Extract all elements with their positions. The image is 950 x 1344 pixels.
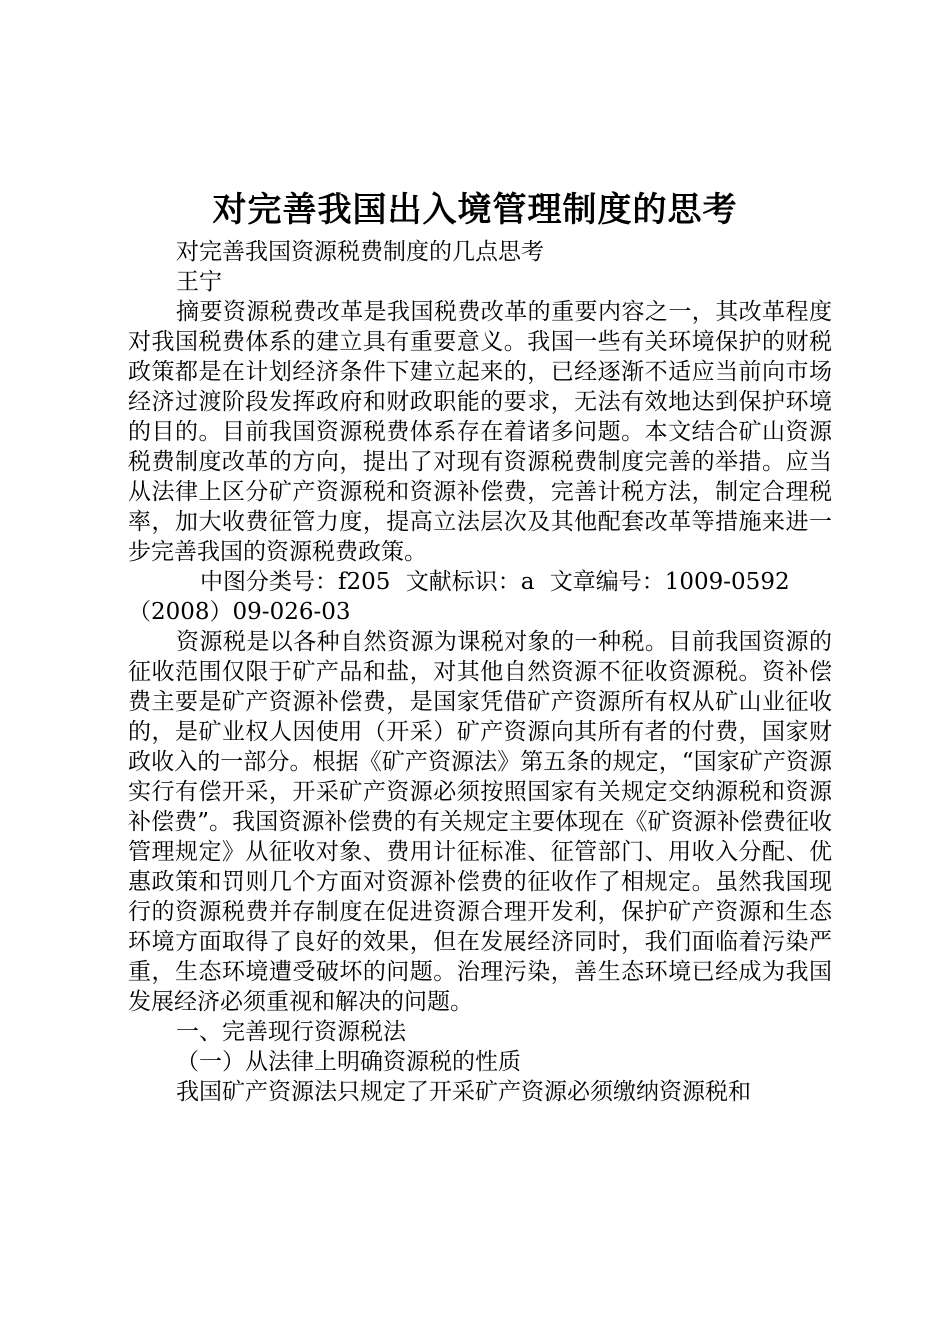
- abstract-paragraph: 摘要资源税费改革是我国税费改革的重要内容之一，其改革程度对我国税费体系的建立具有重要意义。我国一些有关环境保护的财税政策都是在计划经济条件下建立起来的，已经逐渐不适应当前向市场经济过渡阶段发挥政府和财政职能的要求，无法有效地达到保护环境的目的。目前我国资源税费体系存在着诸多问题。本文结合矿山资源税费制度改革的方向，提出了对现有资源税费制度完善的举措。应当从法律上区分矿产资源税和资源补偿费，完善计税方法，制定合理税率，加大收费征管力度，提高立法层次及其他配套改革等措施来进一步完善我国的资源税费政策。: [128, 299, 832, 565]
- author-name: 王宁: [176, 269, 222, 295]
- document-title: 对完善我国出入境管理制度的思考: [212, 190, 738, 230]
- article-subtitle: 对完善我国资源税费制度的几点思考: [176, 239, 544, 265]
- subsection-heading-1: （一）从法律上明确资源税的性质: [176, 1049, 521, 1075]
- section-heading-1: 一、完善现行资源税法: [176, 1019, 406, 1045]
- classification-line: 中图分类号：f205 文献标识：a 文章编号：1009-0592（2008）09-026-03: [128, 569, 790, 625]
- body-paragraph-2: 我国矿产资源法只规定了开采矿产资源必须缴纳资源税和: [176, 1079, 751, 1105]
- document-body: [128, 237, 832, 1107]
- body-paragraph-1: 资源税是以各种自然资源为课税对象的一种税。目前我国资源的征收范围仅限于矿产品和盐，对其他自然资源不征收资源税。资补偿费主要是矿产资源补偿费，是国家凭借矿产资源所有权从矿山业征收的，是矿业权人因使用（开采）矿产资源向其所有者的付费，国家财政收入的一部分。根据《矿产资源法》第五条的规定，“国家矿产资源实行有偿开采，开采矿产资源必须按照国家有关规定交纳源税和资源补偿费”。我国资源补偿费的有关规定主要体现在《矿资源补偿费征收管理规定》从征收对象、费用计征标准、征管部门、用收入分配、优惠政策和罚则几个方面对资源补偿费的征收作了相规定。虽然我国现行的资源税费并存制度在促进资源合理开发利，保护矿产资源和生态环境方面取得了良好的效果，但在发展经济同时，我们面临着污染严重，生态环境遭受破坏的问题。治理污染，善生态环境已经成为我国发展经济必须重视和解决的问题。: [128, 629, 832, 1015]
